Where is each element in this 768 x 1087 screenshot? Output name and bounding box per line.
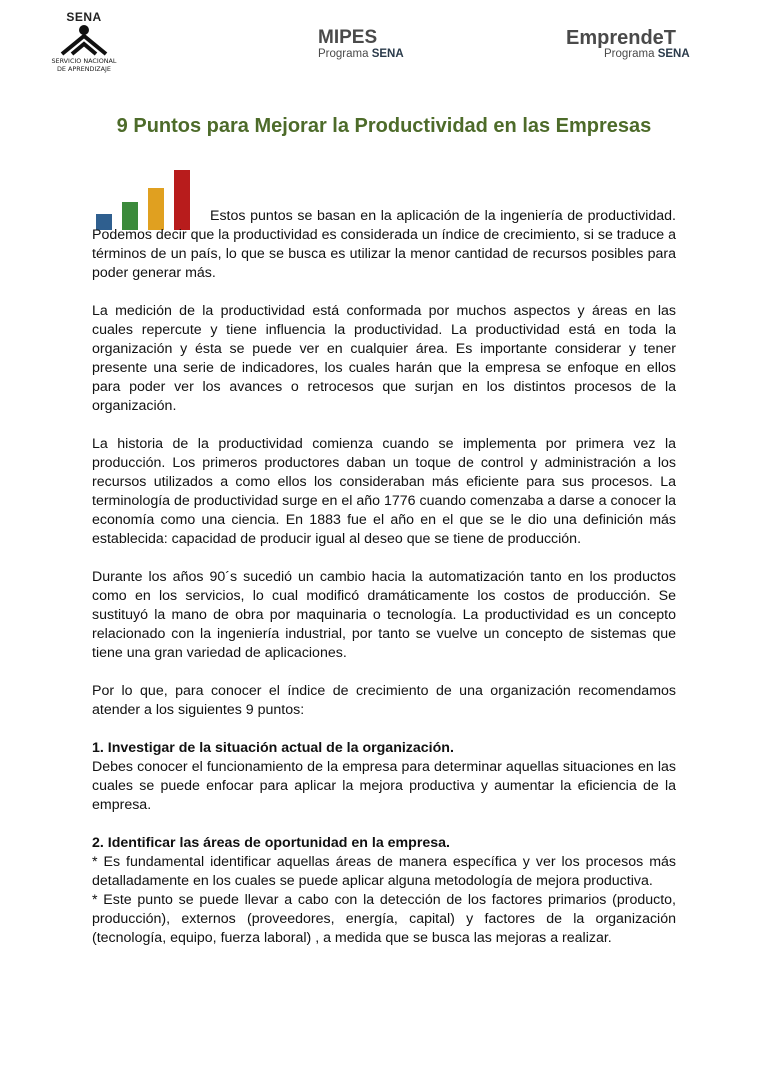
page-header [0, 0, 768, 90]
sena-org-line-2: DE APRENDIZAJE [57, 64, 111, 73]
point-2-text-1: * Es fundamental identificar aquellas áreas de manera específica y ver los procesos más detalladamente en los cuales se puede aplicar alguna metodología de mejora productiva. [92, 854, 676, 889]
mipes-program-prefix: Programa [318, 48, 369, 60]
sena-logo [44, 10, 124, 73]
point-1 [92, 739, 676, 815]
emprendet-logo [566, 28, 690, 61]
emprendet-wordmark: EmprendeT [566, 27, 677, 49]
document-body [92, 207, 676, 967]
paragraph-history: La historia de la productividad comienza cuando se implementa por primera vez la producción. Los primeros productores daban un toque de control y administración a los recursos utilizados a como ellos los consideraban más eficiente para sus procesos. La terminología de productividad surge en el año 1776 cuando comenzaba a darse a conocer la economía como una ciencia. En 1883 fue el año en el que se le dio una definición más establecida: capacidad de producir igual al deseo que se tiene de producción. [92, 436, 676, 547]
point-1-heading: 1. Investigar de la situación actual de la organización. [92, 740, 454, 756]
emprendet-program-line [566, 48, 690, 61]
mipes-wordmark: MIPES [318, 27, 378, 48]
point-2-text-2: * Este punto se puede llevar a cabo con la detección de los factores primarios (producto, producción), externos (proveedores, energía, capital) y factores de la organización (tecnología, equipo, fuerza laboral) , a medida que se busca las mejoras a realizar. [92, 892, 676, 946]
mipes-logo [318, 28, 404, 61]
sena-wordmark: SENA [66, 10, 102, 24]
point-2-heading: 2. Identificar las áreas de oportunidad en la empresa. [92, 835, 450, 851]
page-title: 9 Puntos para Mejorar la Productividad en las Empresas [116, 115, 652, 137]
point-2 [92, 834, 676, 948]
sena-org-line-1: SERVICIO NACIONAL [51, 57, 117, 65]
paragraph-nine-points-intro: Por lo que, para conocer el índice de crecimiento de una organización recomendamos atender a los siguientes 9 puntos: [92, 683, 676, 718]
emprendet-program-prefix: Programa [604, 48, 655, 60]
point-1-text: Debes conocer el funcionamiento de la empresa para determinar aquellas situaciones en las cuales se puede enfocar para aplicar la mejora productiva y aumentar la eficiencia de la empresa. [92, 759, 676, 813]
paragraph-measurement: La medición de la productividad está conformada por muchos aspectos y áreas en las cuales repercute y tiene influencia la productividad. La productividad está en toda la organización y ésta se puede ver en cualquier área. Es importante considerar y tener presente una serie de indicadores, los cuales harán que la empresa se enfoque en ellos para poder ver los avances o retrocesos que surjan en los distintos procesos de la organización. [92, 303, 676, 414]
sena-emblem-icon [59, 24, 109, 58]
intro-paragraph: Estos puntos se basan en la aplicación de la ingeniería de productividad. Podemos decir que la productividad es considerada un índice de crecimiento, si se traduce a términos de un país, lo que se busca es utilizar la menor cantidad de recursos posibles para poder generar más. [92, 208, 676, 281]
mipes-program-line [318, 48, 404, 61]
emprendet-program-brand: SENA [657, 48, 690, 60]
mipes-program-brand: SENA [371, 48, 404, 60]
paragraph-automation: Durante los años 90´s sucedió un cambio hacia la automatización tanto en los productos como en los servicios, lo cual modificó dramáticamente los costos de producción. Se sustituyó la mano de obra por maquinaria o tecnología. La productividad es un concepto relacionado con la ingeniería industrial, por tanto se vuelve un concepto de sistemas que tiene una gran variedad de aplicaciones. [92, 569, 676, 661]
